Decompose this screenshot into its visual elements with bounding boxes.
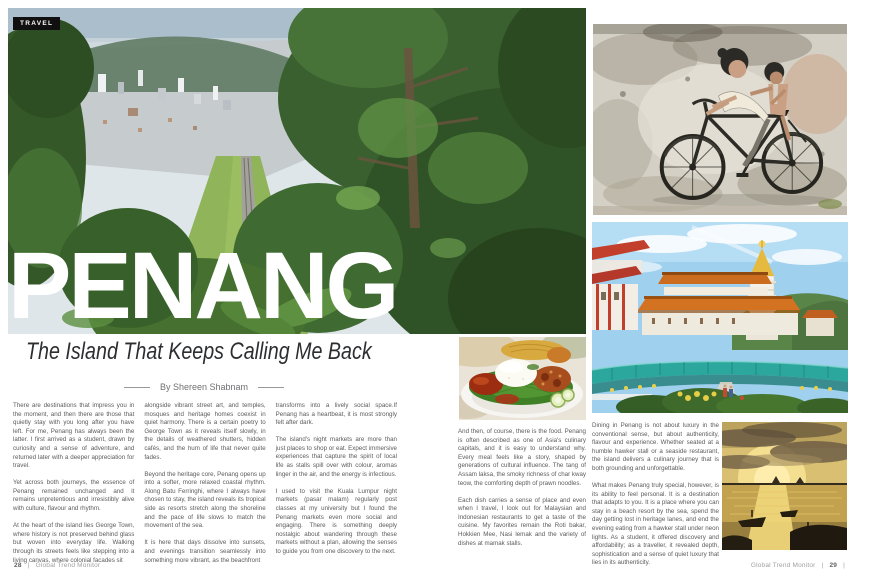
footer-brand-left: Global Trend Monitor bbox=[35, 562, 101, 569]
footer-separator: | bbox=[821, 562, 824, 569]
paragraph: alongside vibrant street art, and temples, mosques and heritage homes coexist in quiet harmony. There is a certain poetry to George Town as it reveals itself slowly, in the details of weathered shutters, hidden cafés, and the hum of life that never quite fades. bbox=[144, 402, 266, 461]
byline-rule-left bbox=[124, 387, 150, 388]
paragraph: The island's night markets are more than just places to shop or eat. Expect immersive experiences that capture the spirit of local life as stalls spill over with colour, aromas linger in the air, and the energy is infectious. bbox=[275, 436, 397, 478]
byline-rule-right bbox=[258, 387, 284, 388]
right-column-1 bbox=[458, 428, 586, 557]
paragraph: And then, of course, there is the food. Penang is often described as one of Asia's culinary capitals, and it is easy to understand why. Every meal feels like a story, shaped by generations of cultural influence. The tang of Assam laksa, the smoky richness of char kway teow, the comforting depth of prawn noodles. bbox=[458, 428, 586, 487]
right-column-2 bbox=[592, 422, 719, 577]
nasi-lemak-illustration bbox=[459, 337, 586, 420]
footer-separator: | bbox=[27, 562, 30, 569]
temple-illustration bbox=[592, 222, 848, 413]
temple-photo bbox=[592, 222, 848, 413]
sunset-photo bbox=[722, 422, 847, 550]
byline-text: By Shereen Shabnam bbox=[159, 382, 249, 392]
street-art-photo bbox=[593, 24, 847, 215]
footer-separator: | bbox=[843, 562, 845, 569]
page-number-left: 28 bbox=[14, 562, 22, 569]
page-number-right: 29 bbox=[829, 562, 838, 569]
paragraph: It is here that days dissolve into sunsets, and evenings transition seamlessly into something more vibrant, as the beachfront bbox=[144, 539, 266, 564]
left-column-2 bbox=[144, 402, 265, 574]
paragraph: At the heart of the island lies George Town, where history is not preserved behind glass but woven into everyday life. Walking through its streets feels like stepping into a living canvas, where colonial facades sit bbox=[13, 522, 135, 564]
left-page-body bbox=[13, 402, 397, 574]
paragraph: Each dish carries a sense of place and even when I travel, I look out for Malaysian and Indonesian restaurants to get a taste of the cuisine. My favorites remain the Roti bakar, Hokkien Mee, Nasi lemak and the variety of dishes at mamak stalls. bbox=[458, 496, 586, 547]
footer-right bbox=[749, 562, 847, 569]
left-column-1 bbox=[13, 402, 134, 574]
paragraph: There are destinations that impress you in the moment, and then there are those that quietly stay with you long after you have left. For me, Penang has always been the latter. I first arrived as a student, drawn by curiosity and a sense of adventure, and returned later with a deeper appreciation for travel. bbox=[13, 402, 135, 470]
paragraph: transforms into a lively social space.If Penang has a heartbeat, it is most strongly felt after dark. bbox=[275, 402, 397, 427]
footer-brand-right: Global Trend Monitor bbox=[750, 562, 816, 569]
paragraph: Dining in Penang is not about luxury in the conventional sense, but about authenticity, flavour and experience. Whether seated at a humble hawker stall or a seaside restaurant, the island delivers a culinary journey that is both grounding and unforgettable. bbox=[592, 422, 719, 472]
left-column-3 bbox=[276, 402, 397, 574]
bicycle-mural-illustration bbox=[593, 24, 847, 215]
paragraph: I used to visit the Kuala Lumpur night markets (pasar malam) regularly post classes at my university but I found the Penang markets even more social and engaging. There is something deeply nostalgic about wandering through these markets without a plan, allowing the senses to guide you from one discovery to the next. bbox=[275, 487, 397, 555]
page-title: PENANG bbox=[8, 233, 397, 339]
food-photo bbox=[459, 337, 586, 420]
paragraph: Beyond the heritage core, Penang opens up into a softer, more relaxed coastal rhythm. Along Batu Ferringhi, where I always have chosen to stay, the island reveals its tropical side as resorts stretch along the shoreline and the pace of life slows to match the movement of the sea. bbox=[144, 470, 266, 530]
article-subtitle: The Island That Keeps Calling Me Back bbox=[26, 338, 372, 365]
byline bbox=[12, 382, 396, 392]
section-badge: TRAVEL bbox=[13, 17, 60, 30]
bridge-sunset-illustration bbox=[722, 422, 847, 550]
paragraph: Yet across both journeys, the essence of Penang remained unchanged and it remains unpretentious and irresistibly alive with culture, flavour and rhythm. bbox=[13, 479, 135, 513]
footer-left bbox=[12, 562, 102, 569]
paragraph: What makes Penang truly special, however, is its ability to feel personal. It is a destination that adapts to you. It is a place where you can stay in a beach resort by the sea, spend the day getting lost in heritage lanes, and end the evening eating from a hawker stall under neon lights. As a student, it offered discovery and affordability; as a traveller, it revealed depth, sophistication and a sense of quiet luxury that lies in its authenticity. bbox=[592, 482, 719, 567]
